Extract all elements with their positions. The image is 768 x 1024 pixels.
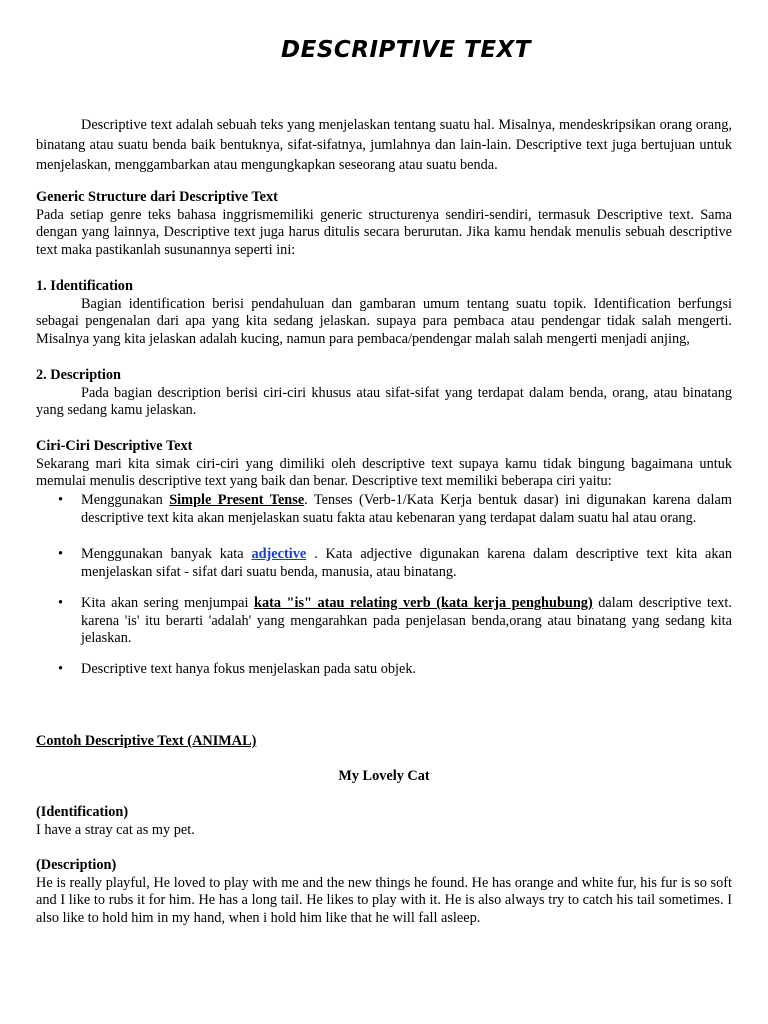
- identification-body: Bagian identification berisi pendahuluan dan gambaran umum tentang suatu topik. Identification berfungsi sebagai pengenalan dari apa yang kita sedang jelaskan. supaya para pembaca atau pendengar tidak salah mengerti. Misalnya yang kita jelaskan adalah kucing, namun para pembaca/pendengar malah salah mengerti menjadi anjing,: [36, 295, 732, 347]
- description-heading: 2. Description: [36, 367, 121, 383]
- example-description-label: (Description): [36, 857, 117, 873]
- list-item: [36, 661, 732, 679]
- list-item-text: dalam descriptive text. karena 'is' itu berarti 'adalah' yang mengarahkan pada penjelasan benda,orang atau binatang yang sedang kita jelaskan.: [81, 595, 732, 647]
- example-identification-text: I have a stray cat as my pet.: [36, 821, 195, 838]
- generic-structure-heading: Generic Structure dari Descriptive Text: [36, 189, 278, 205]
- ciri-list: [36, 546, 732, 581]
- ciri-list: [36, 492, 732, 527]
- adjective-link[interactable]: adjective: [251, 546, 307, 562]
- identification-section: [36, 278, 732, 348]
- example-title: My Lovely Cat: [338, 768, 430, 784]
- list-item-text: . Kata adjective digunakan karena dalam descriptive text kita akan menjelaskan sifat - sifat dari suatu benda, manusia, atau binatang.: [81, 546, 733, 580]
- example-heading-text: Contoh Descriptive Text (ANIMAL): [36, 733, 257, 749]
- document-title: DESCRIPTIVE TEXT: [281, 37, 531, 63]
- identification-heading: 1. Identification: [36, 278, 133, 294]
- generic-structure-body: Pada setiap genre teks bahasa inggrismemiliki generic structurenya sendiri-sendiri, termasuk Descriptive text. Sama dengan yang lainnya, Descriptive text juga harus ditulis secara berurutan. Jika kamu hendak menulis sebuah descriptive text maka pastikanlah susunannya seperti ini:: [36, 206, 732, 258]
- ciri-list: [36, 595, 732, 648]
- description-section: [36, 367, 732, 420]
- list-item-text: Menggunakan: [81, 492, 170, 508]
- bullet: •: [58, 595, 64, 611]
- list-item-text: . Tenses (Verb-1/Kata Kerja bentuk dasar) ini digunakan karena dalam descriptive text kita akan menjelaskan suatu fakta atau kebenaran yang terdapat dalam suatu hal atau orang.: [81, 492, 732, 526]
- relating-verb-label: kata "is" atau relating verb (kata kerja penghubung): [254, 595, 593, 611]
- intro-paragraph: Descriptive text adalah sebuah teks yang menjelaskan tentang suatu hal. Misalnya, mendeskripsikan orang orang, binatang atau suatu benda baik bentuknya, sifat-sifatnya, jumlahnya dan lain-lain. Descriptive text juga bertujuan untuk menjelaskan, menggambarkan atau mengungkapkan seseorang atau suatu benda.: [36, 117, 732, 173]
- list-item-text: Kita akan sering menjumpai: [81, 595, 254, 611]
- ciri-body: Sekarang mari kita simak ciri-ciri yang dimiliki oleh descriptive text supaya kamu tidak bingung bagaimana untuk memulai menulis descriptive text yang baik dan benar. Descriptive text memiliki beberapa ciri yaitu:: [36, 455, 732, 490]
- list-item: [36, 492, 732, 527]
- bullet: •: [58, 546, 64, 562]
- list-item: [36, 595, 732, 648]
- example-description: [36, 857, 732, 927]
- example-heading: [36, 733, 732, 751]
- generic-structure-section: [36, 189, 732, 259]
- example-description-text: He is really playful, He loved to play with me and the new things he found. He has orange and white fur, his fur is so soft and I like to rubs it for him. He has a long tail. He likes to play with it. He is also always try to catch his tail sometimes. I also like to hold him in my hand, when i hold him like that he will fall asleep.: [36, 874, 732, 926]
- description-body: Pada bagian description berisi ciri-ciri khusus atau sifat-sifat yang terdapat dalam benda, orang, atau binatang yang sedang kamu jelaskan.: [36, 384, 732, 419]
- list-item: [36, 546, 732, 581]
- ciri-heading: Ciri-Ciri Descriptive Text: [36, 438, 193, 454]
- bullet: •: [58, 661, 64, 677]
- ciri-list: [36, 661, 732, 679]
- list-item-text: Descriptive text hanya fokus menjelaskan pada satu objek.: [81, 661, 417, 677]
- example-identification-label: (Identification): [36, 804, 129, 820]
- ciri-section: [36, 438, 732, 491]
- example-identification: [36, 804, 732, 839]
- bullet: •: [58, 492, 64, 508]
- simple-present-tense-label: Simple Present Tense: [169, 492, 305, 508]
- list-item-text: Menggunakan banyak kata: [81, 546, 252, 562]
